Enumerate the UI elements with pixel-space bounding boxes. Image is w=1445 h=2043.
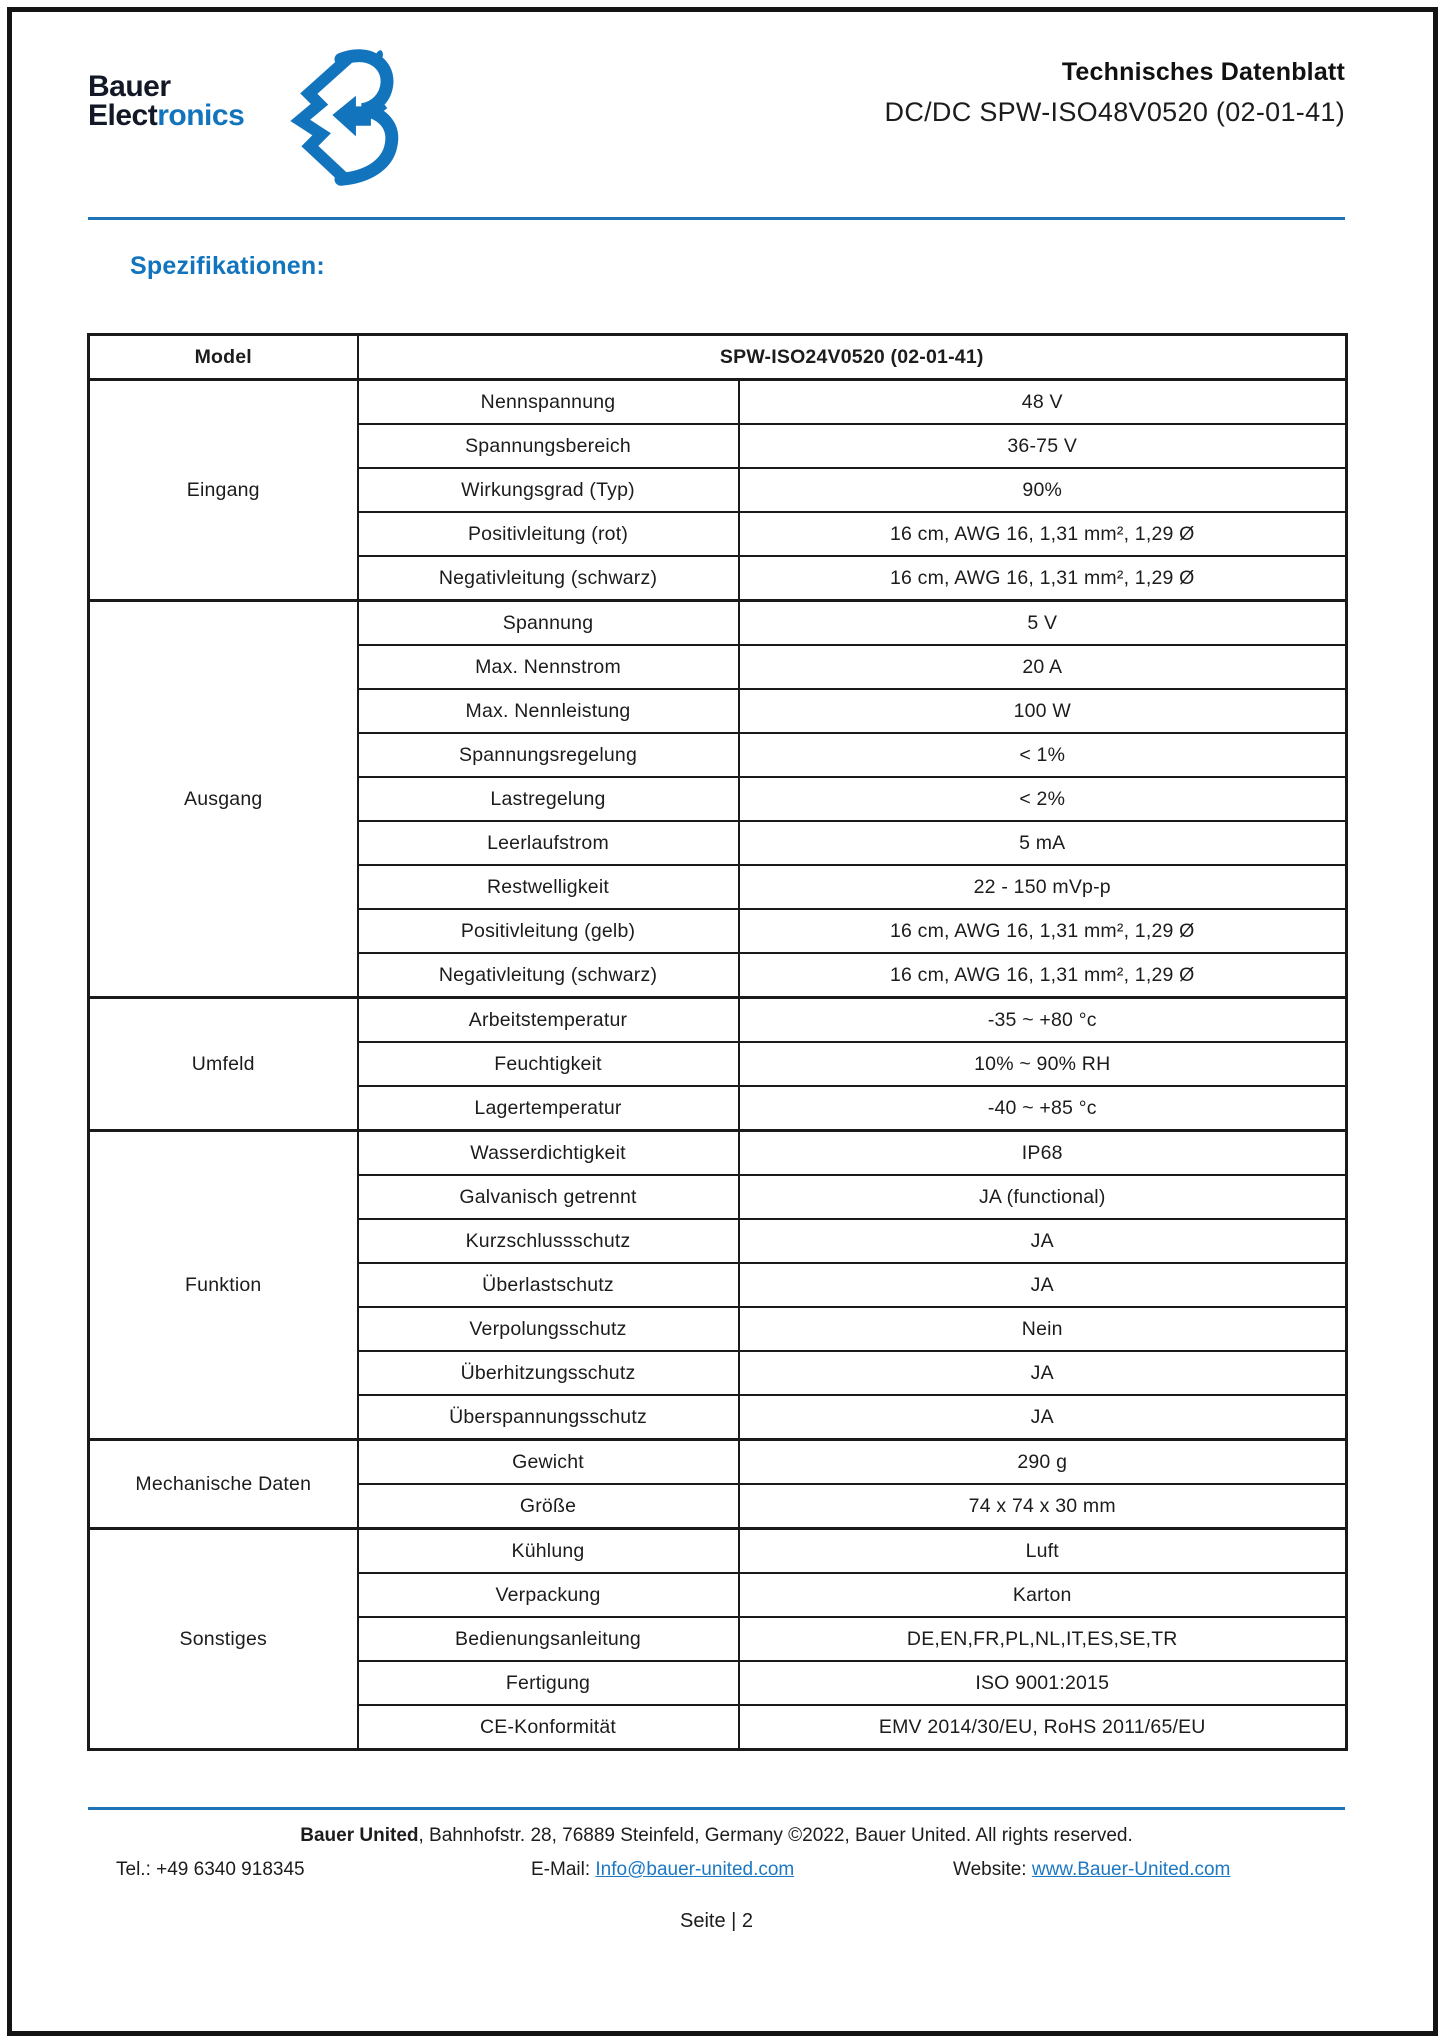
footer-telephone: Tel.: +49 6340 918345: [116, 1859, 305, 1880]
document-title: Technisches Datenblatt: [1061, 58, 1345, 86]
logo-line2: [88, 99, 245, 133]
footer-company-name: Bauer United: [300, 1825, 419, 1846]
page-number: Seite | 2: [679, 1910, 754, 1932]
row-label-cell: Max. Nennleistung: [358, 689, 739, 733]
row-value-cell: 16 cm, AWG 16, 1,31 mm², 1,29 Ø: [739, 556, 1347, 601]
row-value-cell: JA: [739, 1219, 1347, 1263]
row-value-cell: < 1%: [739, 733, 1347, 777]
row-value-cell: Nein: [739, 1307, 1347, 1351]
spec-table-body: [89, 335, 1347, 1750]
category-cell-ausgang: Ausgang: [89, 601, 358, 998]
website-link[interactable]: www.Bauer-United.com: [1031, 1859, 1231, 1880]
row-value-cell: < 2%: [739, 777, 1347, 821]
footer-address: [88, 1825, 1345, 1847]
row-label-cell: Positivleitung (gelb): [358, 909, 739, 953]
logo-line2-black: Elect: [88, 99, 158, 133]
row-label-cell: Lastregelung: [358, 777, 739, 821]
footer-address-text: , Bahnhofstr. 28, 76889 Steinfeld, Germany ©2022, Bauer United. All rights reserved.: [418, 1825, 1133, 1846]
row-value-cell: Karton: [739, 1573, 1347, 1617]
table-row: [89, 1440, 1347, 1485]
row-value-cell: ISO 9001:2015: [739, 1661, 1347, 1705]
arrow-b-logo-icon: [283, 40, 401, 190]
email-link[interactable]: Info@bauer-united.com: [595, 1859, 795, 1880]
category-cell-eingang: Eingang: [89, 380, 358, 601]
row-value-cell: 16 cm, AWG 16, 1,31 mm², 1,29 Ø: [739, 512, 1347, 556]
row-value-cell: 20 A: [739, 645, 1347, 689]
row-label-cell: Restwelligkeit: [358, 865, 739, 909]
header-divider: [88, 217, 1345, 220]
row-label-cell: Leerlaufstrom: [358, 821, 739, 865]
row-label-cell: Verpackung: [358, 1573, 739, 1617]
company-logo: [88, 72, 244, 131]
category-cell-sonstiges: Sonstiges: [89, 1529, 358, 1750]
row-label-cell: Größe: [358, 1484, 739, 1529]
row-label-cell: Spannung: [358, 601, 739, 646]
row-value-cell: 48 V: [739, 380, 1347, 425]
row-value-cell: 100 W: [739, 689, 1347, 733]
row-value-cell: 90%: [739, 468, 1347, 512]
table-row: [89, 380, 1347, 425]
category-cell-umfeld: Umfeld: [89, 998, 358, 1131]
row-label-cell: Nennspannung: [358, 380, 739, 425]
category-cell-mechanische-daten: Mechanische Daten: [89, 1440, 358, 1529]
row-label-cell: Kühlung: [358, 1529, 739, 1574]
row-value-cell: JA: [739, 1263, 1347, 1307]
row-value-cell: Luft: [739, 1529, 1347, 1574]
row-value-cell: 22 - 150 mVp-p: [739, 865, 1347, 909]
row-value-cell: JA (functional): [739, 1175, 1347, 1219]
row-value-cell: 74 x 74 x 30 mm: [739, 1484, 1347, 1529]
row-value-cell: 290 g: [739, 1440, 1347, 1485]
footer-email: [531, 1859, 794, 1881]
row-value-cell: 36-75 V: [739, 424, 1347, 468]
row-label-cell: Spannungsregelung: [358, 733, 739, 777]
row-label-cell: Negativleitung (schwarz): [358, 556, 739, 601]
row-label-cell: CE-Konformität: [358, 1705, 739, 1750]
row-label-cell: Kurzschlussschutz: [358, 1219, 739, 1263]
row-label-cell: Überlastschutz: [358, 1263, 739, 1307]
category-cell-funktion: Funktion: [89, 1131, 358, 1440]
table-row: [89, 1131, 1347, 1176]
row-value-cell: 5 V: [739, 601, 1347, 646]
table-row: [89, 1529, 1347, 1574]
row-label-cell: Überhitzungsschutz: [358, 1351, 739, 1395]
footer-email-label: E-Mail:: [531, 1859, 596, 1880]
row-label-cell: Negativleitung (schwarz): [358, 953, 739, 998]
row-value-cell: JA: [739, 1351, 1347, 1395]
row-label-cell: Positivleitung (rot): [358, 512, 739, 556]
row-value-cell: IP68: [739, 1131, 1347, 1176]
model-label-cell: Model: [89, 335, 358, 380]
row-label-cell: Verpolungsschutz: [358, 1307, 739, 1351]
model-header-row: [89, 335, 1347, 380]
row-label-cell: Wirkungsgrad (Typ): [358, 468, 739, 512]
model-value-cell: SPW-ISO24V0520 (02-01-41): [358, 335, 1347, 380]
footer-divider: [88, 1807, 1345, 1810]
document-subtitle: DC/DC SPW-ISO48V0520 (02-01-41): [884, 97, 1345, 127]
row-label-cell: Bedienungsanleitung: [358, 1617, 739, 1661]
row-value-cell: -40 ~ +85 °c: [739, 1086, 1347, 1131]
row-label-cell: Arbeitstemperatur: [358, 998, 739, 1043]
document-title-block: [885, 58, 1345, 128]
footer-contacts: [88, 1859, 1345, 1887]
spec-table: [87, 333, 1348, 1751]
row-value-cell: 16 cm, AWG 16, 1,31 mm², 1,29 Ø: [739, 953, 1347, 998]
row-value-cell: 5 mA: [739, 821, 1347, 865]
row-label-cell: Lagertemperatur: [358, 1086, 739, 1131]
row-label-cell: Fertigung: [358, 1661, 739, 1705]
row-value-cell: EMV 2014/30/EU, RoHS 2011/65/EU: [739, 1705, 1347, 1750]
row-label-cell: Feuchtigkeit: [358, 1042, 739, 1086]
row-label-cell: Galvanisch getrennt: [358, 1175, 739, 1219]
table-row: [89, 998, 1347, 1043]
logo-line2-blue: ronics: [157, 99, 245, 133]
footer-website-label: Website:: [953, 1859, 1032, 1880]
row-value-cell: -35 ~ +80 °c: [739, 998, 1347, 1043]
footer-website: [953, 1859, 1230, 1881]
table-row: [89, 601, 1347, 646]
logo-line1: Bauer: [88, 70, 171, 103]
row-label-cell: Spannungsbereich: [358, 424, 739, 468]
row-value-cell: 16 cm, AWG 16, 1,31 mm², 1,29 Ø: [739, 909, 1347, 953]
row-label-cell: Gewicht: [358, 1440, 739, 1485]
row-value-cell: 10% ~ 90% RH: [739, 1042, 1347, 1086]
row-value-cell: JA: [739, 1395, 1347, 1440]
row-label-cell: Überspannungsschutz: [358, 1395, 739, 1440]
section-heading: Spezifikationen:: [130, 252, 325, 280]
row-label-cell: Max. Nennstrom: [358, 645, 739, 689]
row-value-cell: DE,EN,FR,PL,NL,IT,ES,SE,TR: [739, 1617, 1347, 1661]
row-label-cell: Wasserdichtigkeit: [358, 1131, 739, 1176]
